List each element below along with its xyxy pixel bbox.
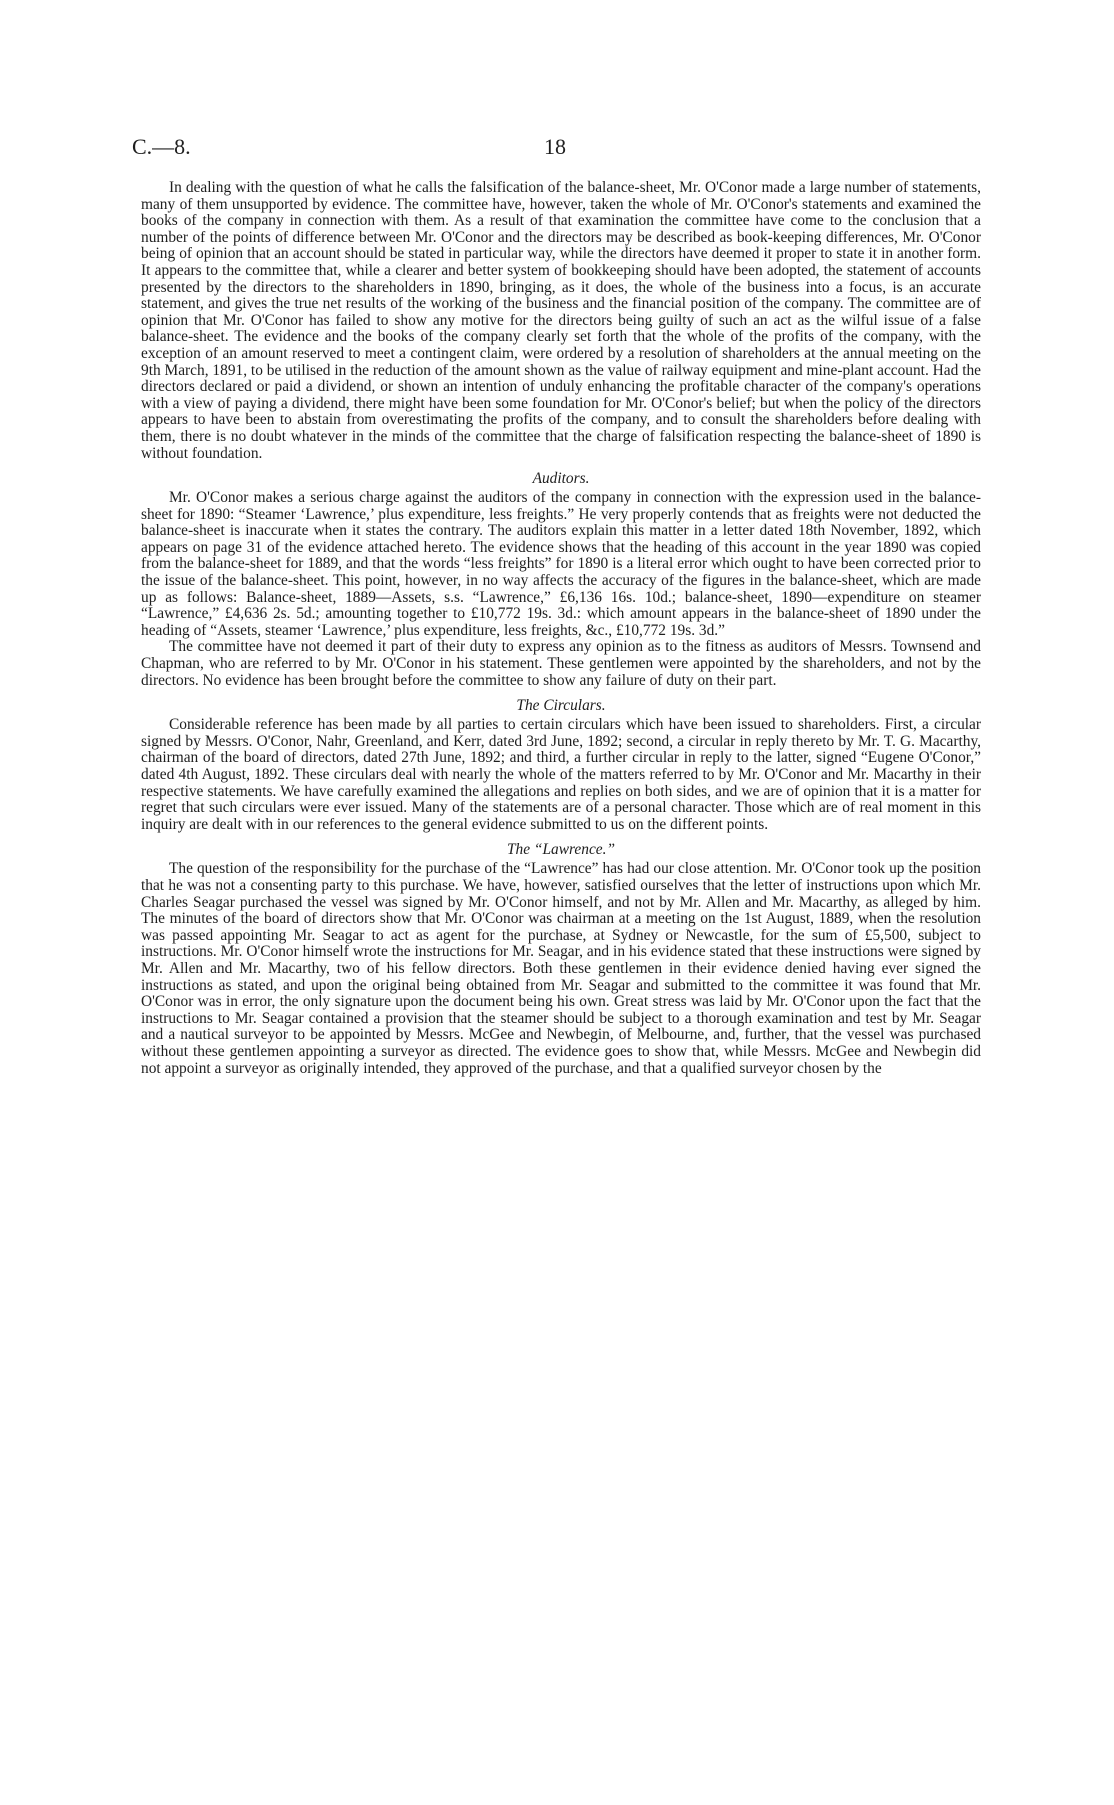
document-body [141,180,981,1077]
page-header [132,134,982,164]
document-reference: C.—8. [132,134,191,159]
page-number: 18 [544,134,566,159]
paragraph-balance-sheet: In dealing with the question of what he calls the falsification of the balance-sheet, Mr. O'Conor made a large number of statements, many of them unsupported by evidence. The committee have, however, taken the whole of Mr. O'Conor's statements and examined the books of the company in connection with them. As a result of that examination the committee have come to the conclusion that a number of the points of difference between Mr. O'Conor and the directors may be described as book-keeping differences, Mr. O'Conor being of opinion that an account should be stated in particular way, while the directors have deemed it proper to state it in another form. It appears to the committee that, while a clearer and better system of bookkeeping should have been adopted, the statement of accounts presented by the directors to the shareholders in 1890, bringing, as it does, the whole of the business into a focus, is an accurate statement, and gives the true net results of the working of the business and the financial position of the company. The committee are of opinion that Mr. O'Conor has failed to show any motive for the directors being guilty of such an act as the wilful issue of a false balance-sheet. The evidence and the books of the company clearly set forth that the whole of the profits of the company, with the exception of an amount reserved to meet a contingent claim, were ordered by a resolution of shareholders at the annual meeting on the 9th March, 1891, to be utilised in the reduction of the amount shown as the value of railway equipment and mine-plant account. Had the directors declared or paid a dividend, or shown an intention of unduly enhancing the profitable character of the company's operations with a view of paying a dividend, there might have been some foundation for Mr. O'Conor's belief; but when the policy of the directors appears to have been to abstain from overestimating the profits of the company, and to consult the shareholders before dealing with them, there is no doubt whatever in the minds of the committee that the charge of falsification respecting the balance-sheet of 1890 is without foundation. [141,179,981,462]
section-heading-lawrence: The “Lawrence.” [506,841,616,859]
section-heading-circulars: The Circulars. [516,697,606,715]
paragraph-lawrence: The question of the responsibility for the purchase of the “Lawrence” has had our close attention. Mr. O'Conor took up the position that he was not a consenting party to this purchase. We have, however, satisfied ourselves that the letter of instructions upon which Mr. Charles Seagar purchased the vessel was signed by Mr. O'Conor himself, and not by Mr. Allen and Mr. Macarthy, as alleged by him. The minutes of the board of directors show that Mr. O'Conor was chairman at a meeting on the 1st August, 1889, when the resolution was passed appointing Mr. Seagar to act as agent for the purchase, at Sydney or Newcastle, for the sum of £5,500, subject to instructions. Mr. O'Conor himself wrote the instructions for Mr. Seagar, and in his evidence stated that these instructions were signed by Mr. Allen and Mr. Macarthy, two of his fellow directors. Both these gentlemen in their evidence denied having ever signed the instructions as stated, and upon the original being obtained from Mr. Seagar and submitted to the committee it was found that Mr. O'Conor was in error, the only signature upon the document being his own. Great stress was laid by Mr. O'Conor upon the fact that the instructions to Mr. Seagar contained a provision that the steamer should be subject to a thorough examination and test by Mr. Seagar and a nautical surveyor to be appointed by Messrs. McGee and Newbegin, of Melbourne, and, further, that the vessel was purchased without these gentlemen appointing a surveyor as directed. The evidence goes to show that, while Messrs. McGee and Newbegin did not appoint a surveyor as originally intended, they approved of the purchase, and that a qualified surveyor chosen by the [141,860,981,1077]
paragraph-auditors-fitness: The committee have not deemed it part of their duty to express any opinion as to the fitness as auditors of Messrs. Townsend and Chapman, who are referred to by Mr. O'Conor in his statement. These gentlemen were appointed by the shareholders, and not by the directors. No evidence has been brought before the committee to show any failure of duty on their part. [141,638,981,689]
section-heading-auditors: Auditors. [532,470,590,488]
paragraph-circulars: Considerable reference has been made by all parties to certain circulars which have been issued to shareholders. First, a circular signed by Messrs. O'Conor, Nahr, Greenland, and Kerr, dated 3rd June, 1892; second, a circular in reply thereto by Mr. T. G. Macarthy, chairman of the board of directors, dated 27th June, 1892; and third, a further circular in reply to the latter, signed “Eugene O'Conor,” dated 4th August, 1892. These circulars deal with nearly the whole of the matters referred to by Mr. O'Conor and Mr. Macarthy in their respective statements. We have carefully examined the allegations and replies on both sides, and we are of opinion that it is a matter for regret that such circulars were ever issued. Many of the statements are of a personal character. Those which are of real moment in this inquiry are dealt with in our references to the general evidence submitted to us on the different points. [141,716,981,833]
paragraph-auditors-charge: Mr. O'Conor makes a serious charge against the auditors of the company in connection with the expression used in the balance-sheet for 1890: “Steamer ‘Lawrence,’ plus expenditure, less freights.” He very properly contends that as freights were not deducted the balance-sheet is inaccurate when it states the contrary. The auditors explain this matter in a letter dated 18th November, 1892, which appears on page 31 of the evidence attached hereto. The evidence shows that the heading of this account in the year 1890 was copied from the balance-sheet for 1889, and that the words “less freights” for 1890 is a literal error which ought to have been corrected prior to the issue of the balance-sheet. This point, however, in no way affects the accuracy of the figures in the balance-sheet, which are made up as follows: Balance-sheet, 1889—Assets, s.s. “Lawrence,” £6,136 16s. 10d.; balance-sheet, 1890—expenditure on steamer “Lawrence,” £4,636 2s. 5d.; amounting together to £10,772 19s. 3d.: which amount appears in the balance-sheet of 1890 under the heading of “Assets, steamer ‘Lawrence,’ plus expenditure, less freights, &c., £10,772 19s. 3d.” [141,489,981,639]
